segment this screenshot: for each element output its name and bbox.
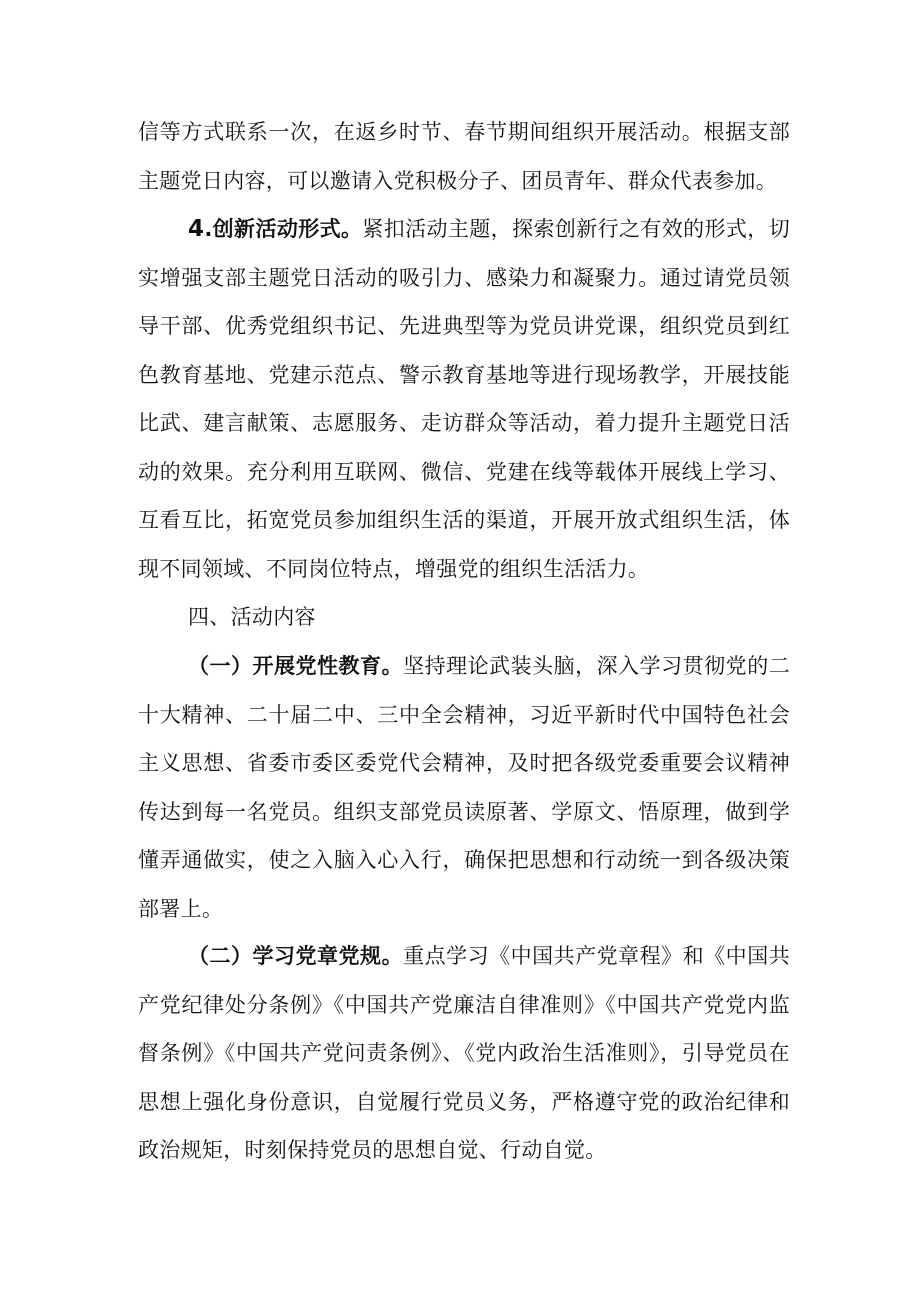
paragraph-continuation [138, 108, 790, 205]
section-heading-text: 四、活动内容 [188, 605, 316, 629]
paragraph-lead: .创新活动形式。 [204, 217, 363, 241]
paragraph-text: 信等方式联系一次，在返乡时节、春节期间组织开展活动。根据支部主题党日内容，可以邀请入党积极分子、团员青年、群众代表参加。 [138, 120, 790, 193]
paragraph-innovate-activity-form [138, 205, 790, 593]
paragraph-lead: （一）开展党性教育。 [188, 654, 404, 678]
paragraph-text: 重点学习《中国共产党章程》和《中国共产党纪律处分条例》《中国共产党廉洁自律准则》《中国共产党党内监督条例》《中国共产党问责条例》、《党内政治生活准则》，引导党员在思想上强化身份意识，自觉履行党员义务，严格遵守党的政治纪律和政治规矩，时刻保持党员的思想自觉、行动自觉。 [138, 944, 790, 1162]
paragraph-text: 紧扣活动主题，探索创新行之有效的形式，切实增强支部主题党日活动的吸引力、感染力和凝聚力。通过请党员领导干部、优秀党组织书记、先进典型等为党员讲党课，组织党员到红色教育基地、党建示范点、警示教育基地等进行现场教学，开展技能比武、建言献策、志愿服务、走访群众等活动，着力提升主题党日活动的效果。充分利用互联网、微信、党建在线等载体开展线上学习、互看互比，拓宽党员参加组织生活的渠道，开展开放式组织生活，体现不同领域、不同岗位特点，增强党的组织生活活力。 [138, 217, 790, 581]
paragraph-text: 坚持理论武装头脑，深入学习贯彻党的二十大精神、二十届二中、三中全会精神，习近平新时代中国特色社会主义思想、省委市委区委党代会精神，及时把各级党委重要会议精神传达到每一名党员。组织支部党员读原著、学原文、悟原理，做到学懂弄通做实，使之入脑入心入行，确保把思想和行动统一到各级决策部署上。 [138, 654, 790, 921]
paragraph-study-party-rules [138, 932, 790, 1175]
paragraph-party-education [138, 642, 790, 933]
item-number: 4 [188, 216, 205, 242]
section-heading-activity-content [138, 593, 790, 642]
paragraph-lead: （二）学习党章党规。 [188, 944, 404, 968]
